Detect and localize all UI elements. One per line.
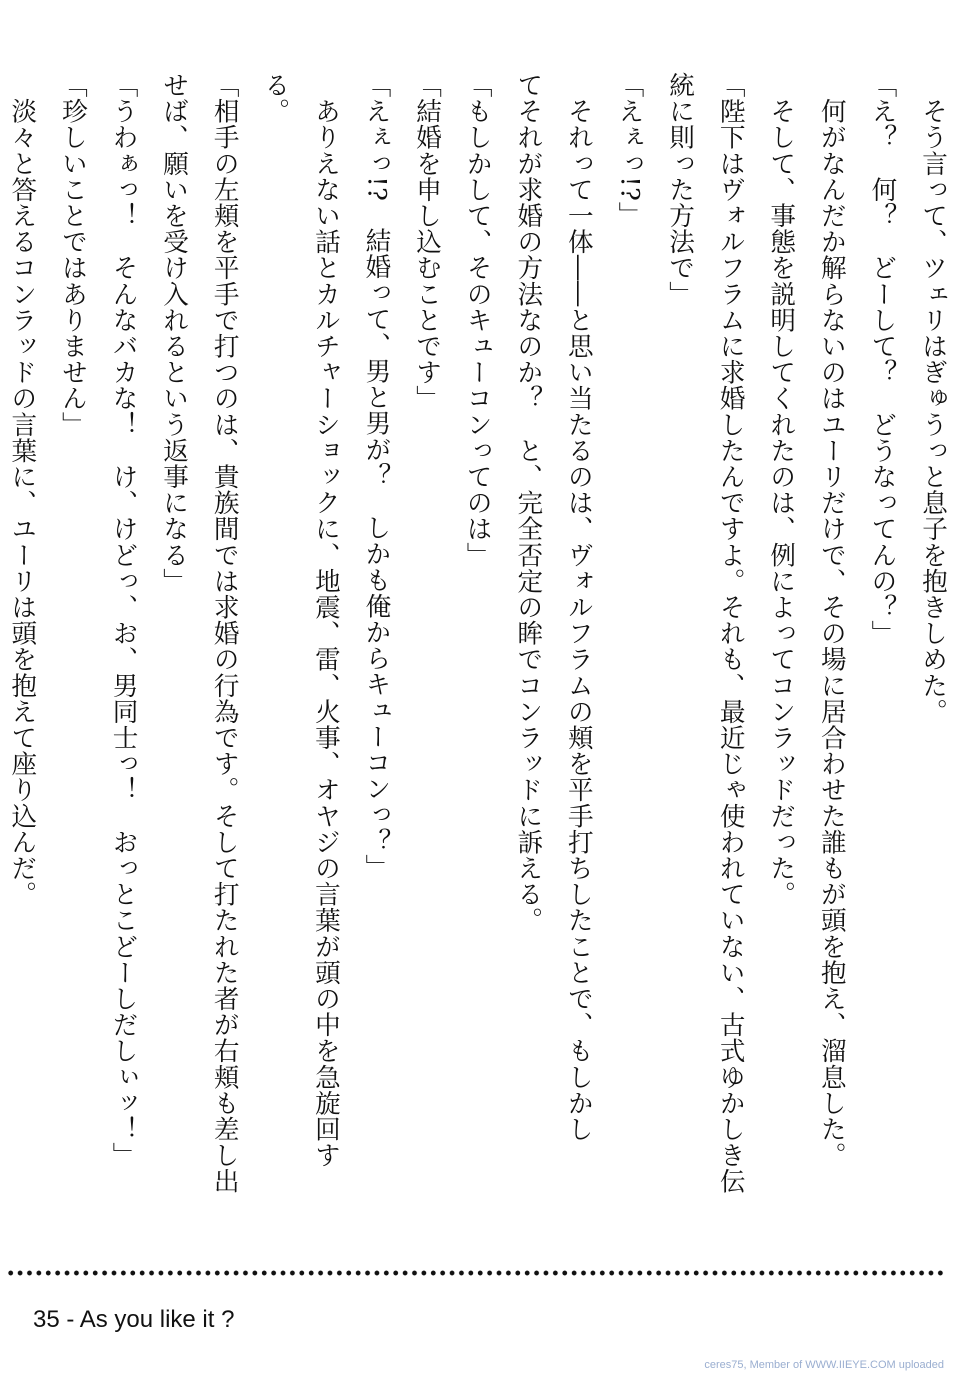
text-line: 「陛下はヴォルフラムに求婚したんですよ。それも、最近じゃ使われていない、古式ゆかしき伝 — [715, 72, 746, 1195]
text-line: 統に則った方法で」 — [665, 72, 696, 307]
text-line: そう言って、ツェリはぎゅうっと息子を抱きしめた。 — [918, 72, 948, 725]
dotted-divider — [6, 1268, 944, 1278]
text-line: 「結婚を申し込むことです」 — [412, 72, 443, 412]
text-line: 「えぇっ!? 結婚って、男と男が？ しかも俺からキューコンっ？」 — [361, 72, 392, 881]
text-line: 「えぇっ!?」 — [614, 72, 645, 228]
text-line: 淡々と答えるコンラッドの言葉に、ユーリは頭を抱えて座り込んだ。 — [7, 72, 38, 908]
text-line: せば、願いを受け入れるという返事になる」 — [159, 72, 190, 594]
text-line: る。 — [260, 72, 291, 125]
text-line: それって一体――と思い当たるのは、ヴォルフラムの頬を平手打ちしたことで、もしかし — [563, 72, 594, 1143]
vertical-text-body — [7, 72, 958, 1252]
text-line: 何がなんだか解らないのはユーリだけで、その場に居合わせた誰もが頭を抱え、溜息した。 — [816, 72, 847, 1169]
text-line: 「珍しいことではありません」 — [57, 72, 88, 438]
text-line: 「相手の左頬を平手で打つのは、貴族間では求婚の行為です。そして打たれた者が右頬も差し出 — [209, 72, 240, 1195]
uploader-watermark: ceres75, Member of WWW.IIEYE.COM uploaded — [704, 1359, 944, 1371]
text-line: ありえない話とカルチャーショックに、地震、雷、火事、オヤジの言葉が頭の中を急旋回す — [310, 72, 341, 1169]
text-line: 「うわぁっ！ そんなバカな！ け、けどっ、お、男同士っ！ おっとこどーしだしぃッ！」 — [108, 72, 139, 1169]
text-line: そして、事態を説明してくれたのは、例によってコンラッドだった。 — [766, 72, 797, 908]
page-footer-title: 35 - As you like it ? — [33, 1306, 235, 1333]
text-line: 「もしかして、そのキューコンってのは」 — [462, 72, 493, 568]
text-line: てそれが求婚の方法なのか？ と、完全否定の眸でコンラッドに訴える。 — [513, 72, 544, 934]
text-line: 「え？ 何？ どーして？ どうなってんの？」 — [867, 72, 898, 647]
